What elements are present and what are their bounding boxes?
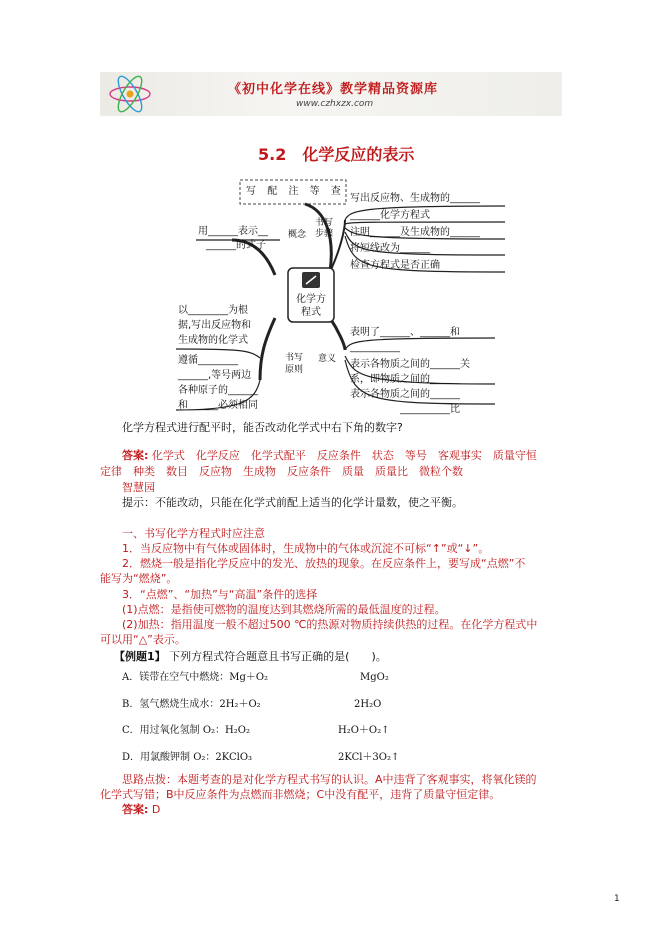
principle-text-1	[178, 303, 251, 348]
meaning-line-5: 表示各物质之间的______	[350, 389, 460, 400]
step-5: 检查方程式是否正确	[350, 260, 440, 271]
answer-block	[122, 448, 537, 463]
meaning-line-6: __________比	[400, 404, 460, 415]
notes-heading: 一、书写化学方程式时应注意	[122, 527, 265, 540]
option-a: A．镁带在空气中燃烧：Mg＋O₂	[122, 672, 269, 683]
example-question: 下列方程式符合题意且书写正确的是( )。	[169, 650, 387, 663]
principle-line-2: 据,写出反应物和	[178, 320, 252, 331]
step-box-4: 等	[309, 186, 324, 197]
option-d: D．用氯酸钾制 O₂：2KClO₃	[122, 752, 253, 763]
analysis-line-2: 化学式写错；B中反应条件为点燃而非燃烧；C中没有配平，违背了质量守恒定律。	[100, 788, 501, 801]
hint: 提示：不能改动，只能在化学式前配上适当的化学计量数，使之平衡。	[122, 496, 463, 509]
note-1: 1．当反应物中有气体或固体时，生成物中的气体或沉淀不可标“↑”或“↓”。	[122, 542, 490, 555]
example-stem	[114, 649, 387, 664]
step-3: 注明______及生成物的______	[350, 227, 480, 238]
principle-line-5: ______,等号两边	[178, 370, 252, 381]
step-4: 将短线改为______	[350, 243, 430, 254]
page-number: 1	[614, 894, 620, 904]
meaning-line-4: 系，即物质之间的______	[350, 374, 460, 385]
option-a-product: MgO₂	[360, 672, 389, 683]
answer-label: 答案:	[122, 449, 149, 462]
step-box-5: 查	[330, 186, 345, 197]
principle-line-1: 以________为根	[178, 305, 248, 316]
step-box-1: 写	[246, 186, 260, 197]
principle-line-4: 遵循________	[178, 355, 238, 366]
principle-text-2	[178, 353, 258, 413]
banner-title: 《初中化学在线》教学精品资源库	[228, 82, 439, 97]
step-box-2: 配	[267, 186, 282, 197]
center-label: 化学方程式	[296, 294, 326, 318]
example-answer-label: 答案:	[122, 803, 149, 816]
example-label: 【例题1】	[114, 650, 166, 663]
steps-label: 书写步骤	[314, 218, 333, 239]
example-answer	[122, 802, 160, 817]
option-b: B．氢气燃烧生成水：2H₂＋O₂	[122, 699, 261, 710]
meaning-line-3: 表示各物质之间的______关	[350, 359, 470, 370]
option-c: C．用过氧化氢制 O₂：H₂O₂	[122, 725, 250, 736]
note-4: (1)点燃：是指使可燃物的温度达到其燃烧所需的最低温度的过程。	[122, 603, 446, 616]
step-2: ______化学方程式	[350, 210, 430, 221]
principle-line-3: 生成物的化学式	[178, 335, 248, 346]
principle-line-7: 和______必须相同	[178, 400, 258, 411]
meaning-label: 意义	[318, 354, 337, 364]
concept-label: 概念	[288, 230, 307, 240]
option-d-product: 2KCl＋3O₂↑	[338, 752, 400, 763]
section-title: 5.2 化学反应的表示	[258, 145, 415, 164]
banner-url: www.czhxzx.com	[296, 99, 374, 109]
note-5a: (2)加热：指用温度一般不超过500 ℃的热源对物质持续供热的过程。在化学方程式中	[122, 618, 538, 631]
answer-line-2: 定律 种类 数目 反应物 生成物 反应条件 质量 质量比 微粒个数	[100, 465, 463, 478]
step-box-3: 注	[288, 186, 303, 197]
question: 化学方程式进行配平时，能否改动化学式中右下角的数字?	[122, 421, 403, 434]
example-answer-value: D	[151, 803, 161, 816]
meaning-line-2: __________	[350, 342, 400, 353]
principle-label: 书写原则	[285, 353, 304, 375]
meaning-text	[350, 325, 470, 417]
concept-text-1: 用______表示__	[198, 226, 268, 237]
note-2a: 2．燃烧一般是指化学反应中的发光、放热的现象。在反应条件上，要写成“点燃”不	[122, 557, 526, 570]
option-b-product: 2H₂O	[354, 699, 382, 710]
note-3: 3．“点燃”、“加热”与“高温”条件的选择	[122, 588, 318, 601]
step-1: 写出反应物、生成物的______	[350, 193, 480, 204]
steps-boxes	[246, 184, 345, 199]
wisdom-label: 智慧园	[122, 481, 155, 494]
meaning-line-1: 表明了______、______和	[350, 327, 460, 338]
note-2b: 能写为“燃烧”。	[100, 572, 178, 585]
concept-text-2: ______的式子	[206, 240, 266, 251]
analysis-line-1: 思路点拨：本题考查的是对化学方程式书写的认识。A中违背了客观事实，将氧化镁的	[122, 773, 537, 786]
note-5b: 可以用“△”表示。	[100, 633, 186, 646]
answer-line-1: 化学式 化学反应 化学式配平 反应条件 状态 等号 客观事实 质量守恒	[151, 449, 537, 462]
principle-line-6: 各种原子的______	[178, 385, 258, 396]
option-c-product: H₂O＋O₂↑	[338, 725, 390, 736]
